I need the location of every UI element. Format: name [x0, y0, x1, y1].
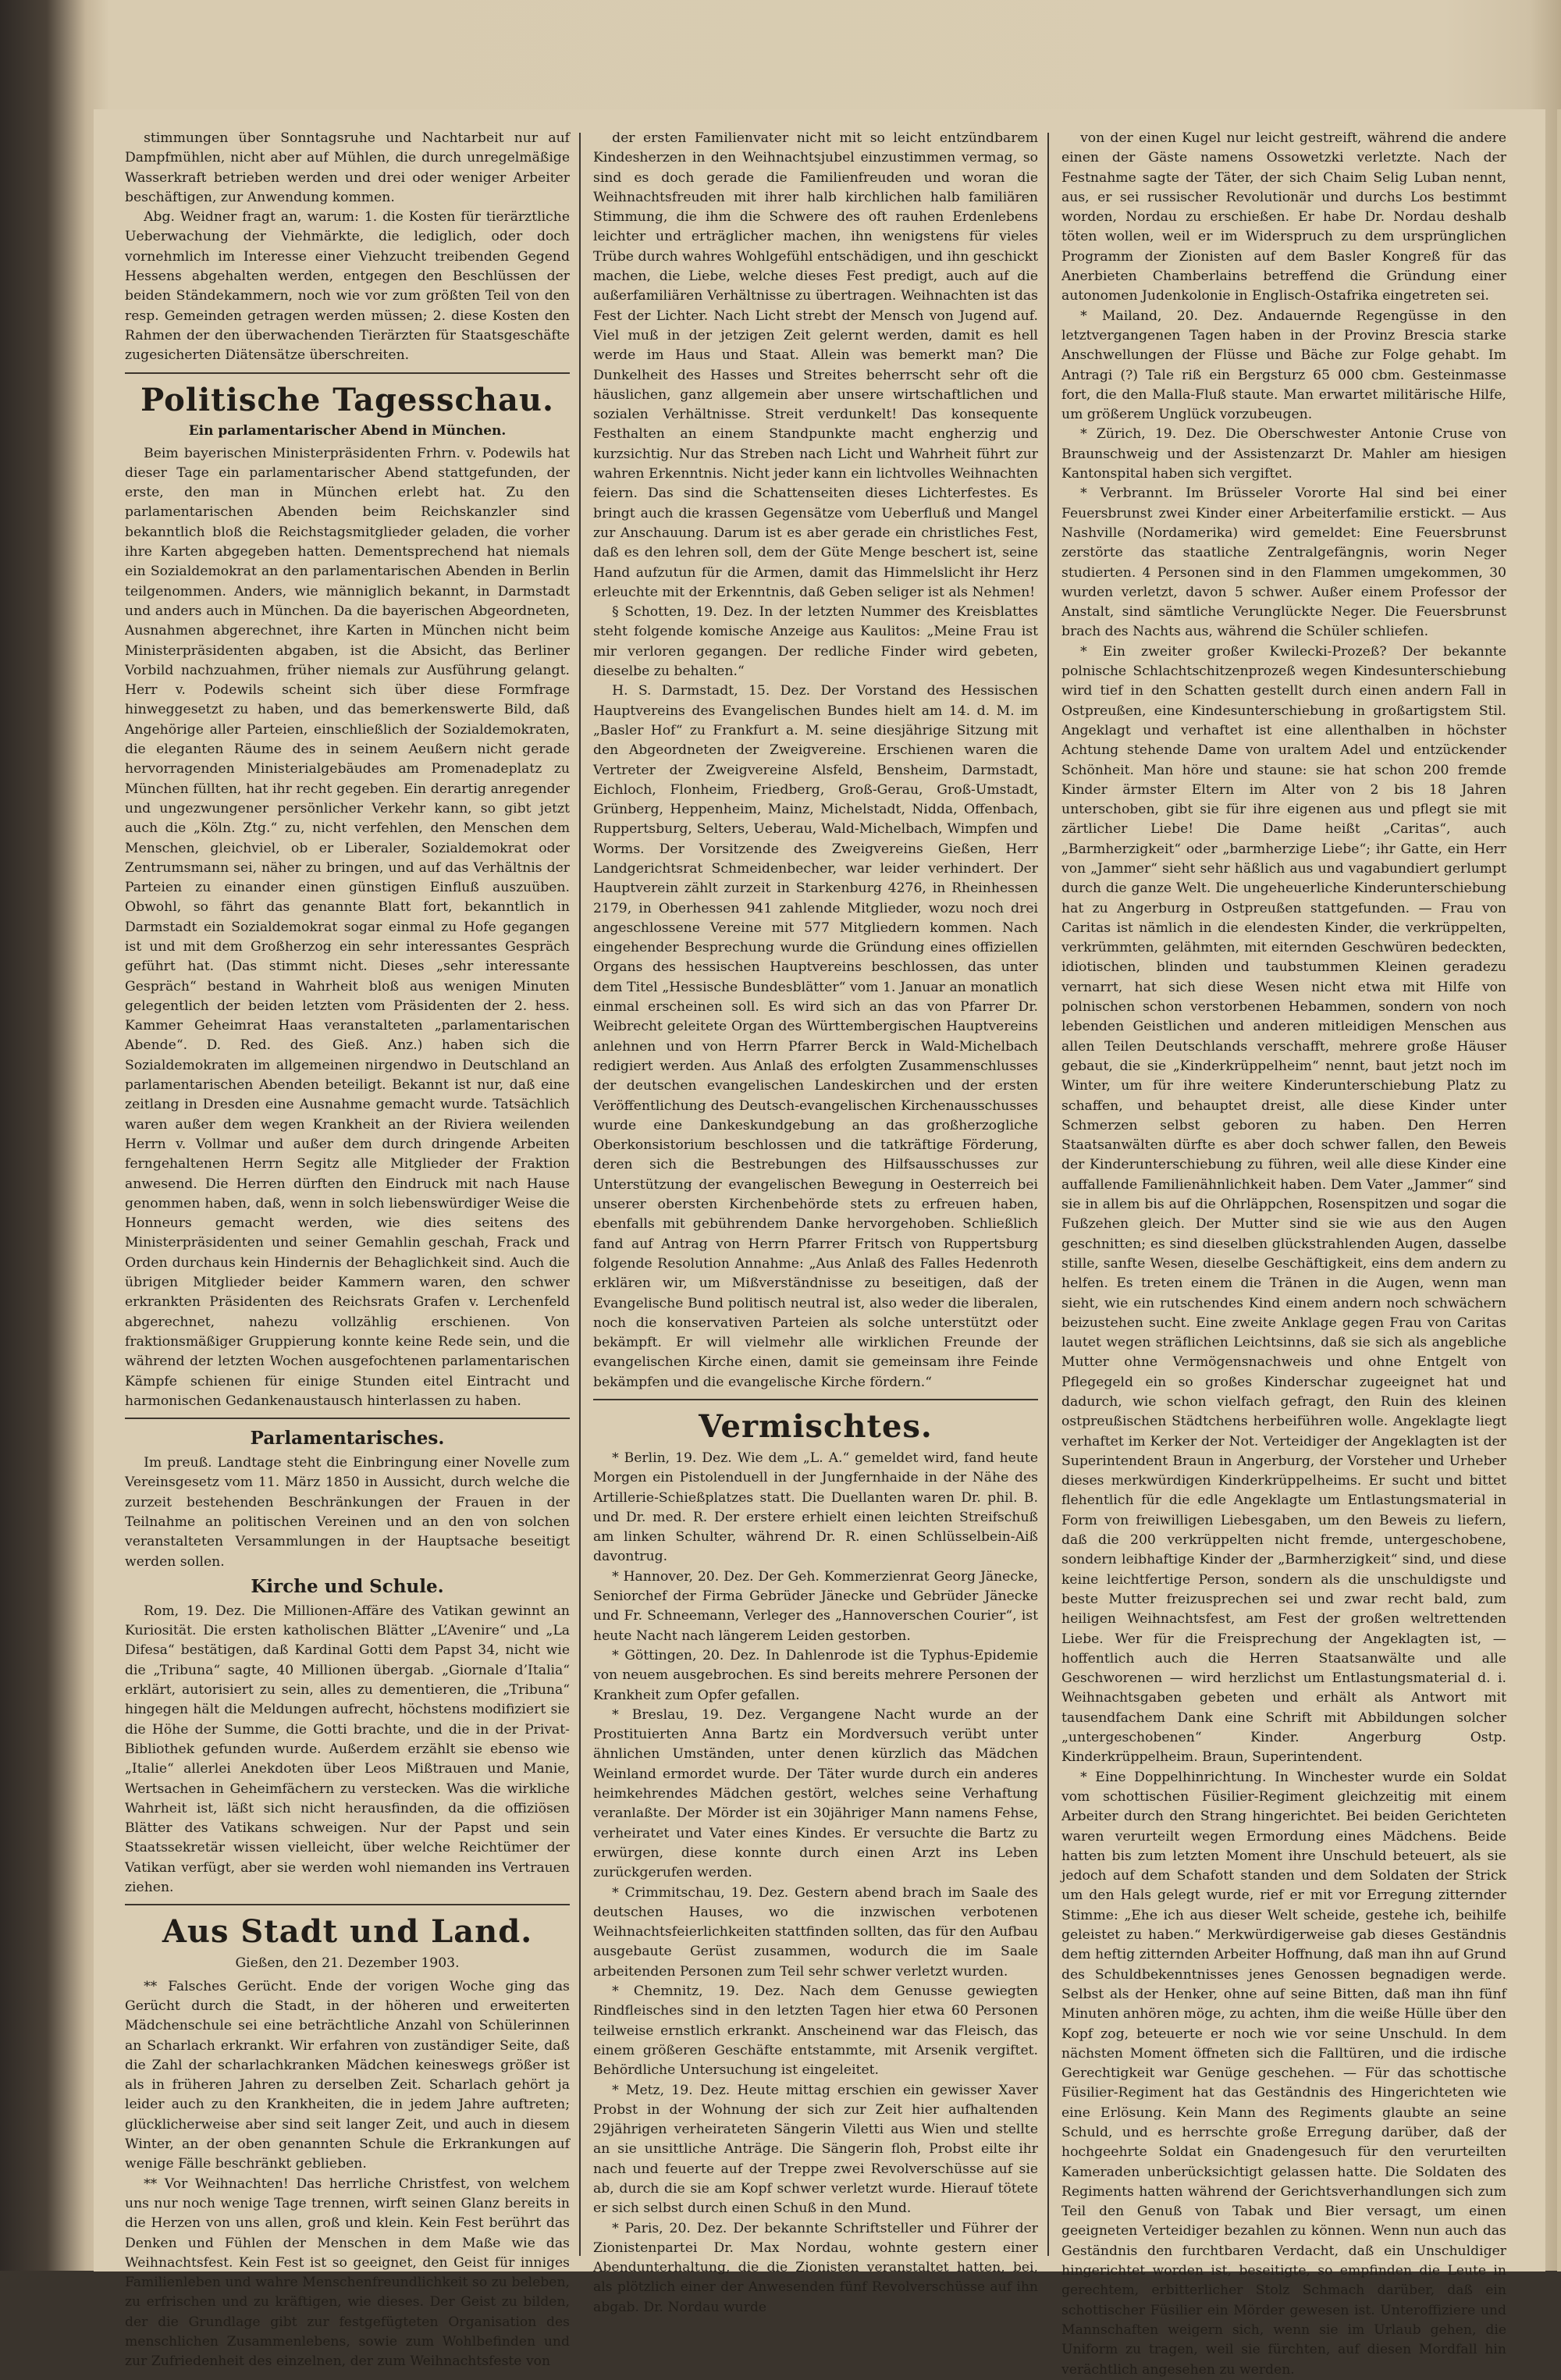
section-heading-parlament: Parlamentarisches.: [250, 1428, 445, 1450]
paragraph: Beim bayerischen Ministerpräsidenten Frhrn. v. Podewils hat dieser Tage ein parlamentarischer Abend stattgefunden, der erste, den man in München erlebt hat. Zu den parlamentarischen Abenden beim Reichskanzler sind bekanntlich bloß die Reichstagsmitglieder geladen, die vorher ihre Karten abgegeben hatten. Dementsprechend hat niemals ein Sozialdemokrat an den parlamentarischen Abenden in Berlin teilgenommen. Anders, wie männiglich bekannt, in Darmstadt und anders auch in München. Da die bayerischen Abgeordneten, Ausnahmen abgerechnet, ihre Karten in München nicht beim Ministerpräsidenten abgaben, ist die Absicht, das Berliner Vorbild nachzuahmen, früher niemals zur Ausführung gelangt. Herr v. Podewils scheint sich über diese Formfrage hinweggesetzt zu haben, und das bemerkenswerte Bild, daß Angehörige aller Parteien, einschließlich der Sozialdemokraten, die eleganten Räume des in seinem Aeußern nicht gerade hervorragenden Ministerialgebäudes am Promenadeplatz zu München füllten, hat ihr recht gegeben. Ein derartig anregender und ungezwungener persönlicher Verkehr kann, so gibt jetzt auch die „Köln. Ztg.“ zu, nicht verfehlen, den Menschen dem Menschen, gleichviel, ob er Liberaler, Sozialdemokrat oder Zentrumsmann sei, näher zu bringen, und auf das Verhältnis der Parteien zu einander einen günstigen Einfluß auszuüben. Obwohl, so fährt das genannte Blatt fort, bekanntlich in Darmstadt ein Sozialdemokrat sogar einmal zu Hofe gegangen ist und mit dem Großherzog ein sehr interessantes Gespräch geführt hat. (Das stimmt nicht. Dieses „sehr interessante Gespräch“ bestand in Wahrheit bloß aus wenigen Minuten gelegentlich der beiden letzten vom Präsidenten der 2. hess. Kammer Geheimrat Haas veranstalteten „parlamentarischen Abende“. D. Red. des Gieß. Anz.) haben sich die Sozialdemokraten im allgemeinen nirgendwo in Deutschland an parlamentarischen Abenden beteiligt. Bekannt ist nur, daß eine zeitlang in Dresden eine Ausnahme gemacht wurde. Tatsächlich waren außer dem wegen Krankheit an der Riviera weilenden Herrn v. Vollmar und außer dem durch dringende Arbeiten ferngehaltenen Herrn Segitz alle Mitglieder der Fraktion anwesend. Die Herren dürften den Eindruck mit nach Hause genommen haben, daß, wenn in solch liebenswürdiger Weise die Honneurs gemacht werden, wie dies seitens des Ministerpräsidenten und seiner Gemahlin geschah, Frack und Orden durchaus kein Hindernis der Behaglichkeit sind. Auch die übrigen Mitglieder beider Kammern waren, den schwer erkrankten Präsidenten des Reichsrats Grafen v. Lerchenfeld abgerechnet, nahezu vollzählig erschienen. Von fraktionsmäßiger Gruppierung konnte keine Rede sein, und die während der letzten Wochen ausgefochtenen parlamentarischen Kämpfe schienen für einige Stunden eitel Eintracht und harmonischen Gedankenaustausch hinterlassen zu haben.: [125, 445, 570, 1409]
paragraph: * Chemnitz, 19. Dez. Nach dem Genusse gewiegten Rindfleisches sind in den letzten Tagen hier etwa 60 Personen teilweise ernstlich erkrankt. Anscheinend war das Fleisch, das einem größeren Geschäfte entstammte, mit Arsenik vergiftet. Behördliche Untersuchung ist eingeleitet.: [593, 1983, 1038, 2079]
paragraph: * Paris, 20. Dez. Der bekannte Schriftsteller und Führer der Zionistenpartei Dr. Max Nordau, wohnte gestern einer Abendunterhaltung, die die Zionisten veranstaltet hatten, bei, als plötzlich einer der Anwesenden fünf Revolverschüsse auf ihn abgab. Dr. Nordau wurde: [593, 2220, 1038, 2315]
paragraph: * Ein zweiter großer Kwilecki-Prozeß? Der bekannte polnische Schlachtschitzenprozeß wegen Kindesunterschiebung wird tief in den Schatten gestellt durch einen andern Fall in Ostpreußen, eine Kindesunterschiebung in großartigstem Stil. Angeklagt und verhaftet ist eine allenthalben in höchster Achtung stehende Dame von uraltem Adel und entzückender Schönheit. Man höre und staune: sie hat schon 200 fremde Kinder ärmster Eltern im Alter von 2 bis 18 Jahren unterschoben, gibt sie für ihre eigenen aus und pflegt sie mit zärtlicher Liebe! Die Dame heißt „Caritas“, auch „Barmherzigkeit“ oder „barmherzige Liebe“; ihr Gatte, ein Herr von „Jammer“ sieht sehr häßlich aus und vagabundiert gerlumpt durch die ganze Welt. Die ungeheuerliche Kinderunterschiebung hat zu Angerburg in Ostpreußen stattgefunden. — Frau von Caritas ist nämlich in die elendesten Kinder, die verkrüppelten, verkrümmten, gelähmten, mit eiternden Geschwüren bedeckten, idiotischen, blinden und taubstummen Kleinen geradezu vernarrt, hat sich diese Wesen nicht etwa mit Hilfe von polnischen schon verstorbenen Hebammen, sondern von noch lebenden Geistlichen und anderen mitleidigen Menschen aus allen Teilen Deutschlands verschafft, mehrere große Häuser gebaut, die sie „Kinderkrüppelheim“ nennt, baut jetzt noch im Winter, um für ihre weitere Kinderunterschiebung Platz zu schaffen, und behauptet dreist, alle diese Kinder unter Schmerzen selbst geboren zu haben. Den Herren Staatsanwälten dürfte es aber doch schwer fallen, den Beweis der Kinderunterschiebung zu führen, weil alle diese Kinder eine auffallende Familienähnlichkeit haben. Dem Vater „Jammer“ sind sie in allem bis auf die Ohrläppchen, Rosenspitzen und sogar die Fußzehen gleich. Der Mutter sind sie wie aus den Augen geschnitten; es sind dieselben glückstrahlenden Augen, dasselbe stille, sanfte Wesen, dieselbe Geschäftigkeit, eins dem andern zu helfen. Es treten einem die Tränen in die Augen, wenn man sieht, wie ein rutschendes Kind einem andern noch schwächern beizustehen sucht. Eine zweite Anklage gegen Frau von Caritas lautet wegen sträflichen Leichtsinns, daß sie sich als angebliche Mutter ohne Vermögensnachweis und ohne Entgelt von Pflegegeld ein so großes Kinderschar zugeeignet hat und dadurch, wie schon vielfach gefragt, den Ruin des kleinen ostpreußischen Städtchens herbeiführen wolle. Angeklagte liegt verhaftet im Kerker der Not. Verteidiger der Angeklagten ist der Superintendent Braun in Angerburg, der Vorsteher und Urheber dieses merkwürdigen Kinderkrüppelheims. Er sucht und bittet flehentlich für die edle Angeklagte um Entlastungsmaterial in Form von freiwilligen Liebesgaben, um den Beweis zu liefern, daß die 200 verkrüppelten nicht fremde, untergeschobene, sondern leibhaftige Kinder der „Barmherzigkeit“ sind, und diese keine leichtfertige Person, sondern als die unschuldigste und beste Mutter freizusprechen sei und zwar recht bald, zum heiligen Weihnachtsfest, am Fest der großen weltrettenden Liebe. Wer für die Freisprechung der Angeklagten ist, — hoffentlich auch die Herren Staatsanwälte und alle Geschworenen — wird herzlichst um Entlastungsmaterial d. i. Weihnachtsgaben gebeten und erhält als Antwort mit tausendfachem Dank eine Schrift mit Abbildungen solcher „untergeschobenen“ Kinder. Angerburg Ostp. Kinderkrüppelheim. Braun, Superintendent.: [1061, 643, 1506, 1766]
paragraph: * Breslau, 19. Dez. Vergangene Nacht wurde an der Prostituierten Anna Bartz ein Mordversuch verübt unter ähnlichen Umständen, unter denen kürzlich das Mädchen Weinland ermordet wurde. Der Täter wurde durch ein anderes heimkehrendes Mädchen gestört, welches seine Verhaftung veranlaßte. Der Mörder ist ein 30jähriger Mann namens Fehse, verheiratet und Vater eines Kindes. Er versuchte die Bartz zu erwürgen, diese konnte durch einen Arzt ins Leben zurückgerufen werden.: [593, 1706, 1038, 1881]
paragraph: * Mailand, 20. Dez. Andauernde Regengüsse in den letztvergangenen Tagen haben in der Provinz Brescia starke Anschwellungen der Flüsse und Bäche zur Folge gehabt. Im Antragi (?) Tale riß ein Bergsturz 65 000 cbm. Gesteinmasse fort, die den Malla-Fluß staute. Man erwartet militärische Hilfe, um größerem Unglück vorzubeugen.: [1061, 308, 1506, 423]
newspaper-sheet: [94, 109, 1545, 2378]
paragraph: * Metz, 19. Dez. Heute mittag erschien ein gewisser Xaver Probst in der Wohnung der sich zur Zeit hier aufhaltenden 29jährigen verheirateten Sängerin Viletti aus Wien und stellte an sie unsittliche Anträge. Die Sängerin floh, Probst eilte ihr nach und feuerte auf der Treppe zwei Revolverschüsse auf sie ab, durch die sie am Kopf schwer verletzt wurde. Hierauf tötete er sich selbst durch einen Schuß in den Mund.: [593, 2082, 1038, 2217]
column-rule: [579, 133, 581, 2256]
column-rule: [1047, 133, 1049, 2256]
column-1: [125, 129, 570, 2370]
paragraph: * Verbrannt. Im Brüsseler Vororte Hal sind bei einer Feuersbrunst zwei Kinder einer Arbeiterfamilie erstickt. — Aus Nashville (Nordamerika) wird gemeldet: Eine Feuersbrunst zerstörte das staatliche Zentralgefängnis, worin Neger studierten. 4 Personen sind in den Flammen umgekommen, 30 wurden verletzt, davon 5 schwer. Außer einem Professor der Anstalt, sind sämtliche Verunglückte Neger. Die Feuersbrunst brach des Nachts aus, während die Schüler schliefen.: [1061, 486, 1506, 640]
paragraph: * Crimmitschau, 19. Dez. Gestern abend brach im Saale des deutschen Hauses, wo die inzwischen verbotenen Weihnachtsfeierlichkeiten stattfinden sollten, das für den Aufbau ausgebaute Gerüst zusammen, wodurch die im Saale arbeitenden Personen zum Teil sehr schwer verletzt wurden.: [593, 1884, 1038, 1980]
column-3: [1061, 129, 1506, 2378]
paragraph: Abg. Weidner fragt an, warum: 1. die Kosten für tierärztliche Ueberwachung der Viehmärkte, die lediglich, oder doch vornehmlich im Interesse einer Viehzucht treibenden Gegend Hessens abgehalten werden, entgegen den Beschlüssen der beiden Ständekammern, noch wie vor zum größten Teil von den resp. Gemeinden getragen werden müssen; 2. diese Kosten den Rahmen der den überwachenden Tierärzten für Staatsgeschäfte zugesicherten Diätensätze überschreiten.: [125, 209, 570, 364]
section-divider: [593, 1399, 1038, 1400]
paragraph: * Göttingen, 20. Dez. In Dahlenrode ist die Typhus-Epidemie von neuem ausgebrochen. Es sind bereits mehrere Personen der Krankheit zum Opfer gefallen.: [593, 1647, 1038, 1703]
section-subheading: Ein parlamentarischer Abend in München.: [188, 422, 507, 439]
paragraph: der ersten Familienvater nicht mit so leicht entzündbarem Kindesherzen in den Weihnachtsjubel einzustimmen vermag, so sind es doch gerade die Familienfreuden und woran die Weihnachtsfreuden mit ihrer halb kirchlichen halb familiären Stimmung, die ihm die Schwere des oft rauhen Erdenlebens leichter und erträglicher machen, ihn wenigstens für vieles Trübe durch wahres Wohlgefühl entschädigen, und ihn geschickt machen, die Liebe, welche dieses Fest predigt, auch auf die außerfamiliären Verhältnisse zu übertragen. Weihnachten ist das Fest der Lichter. Nach Licht strebt der Mensch von Jugend auf. Viel muß in der jetzigen Zeit gelernt werden, damit es hell werde im Haus und Staat. Allein was bemerkt man? Die Dunkelheit des Hasses und Streites beherrscht sehr oft die häuslichen, ganz allgemein aber unsere wirtschaftlichen und sozialen Verhältnisse. Streit verdunkelt! Das konsequente Festhalten an einem Standpunkte macht engherzig und kurzsichtig. Nur das Streben nach Licht und Wahrheit führt zur wahren Erkenntnis. Nicht jeder kann ein lichtvolles Weihnachten feiern. Das sind die Schattenseiten dieses Lichterfestes. Es bringt auch die krassen Gegensätze vom Ueberfluß und Mangel zur Anschauung. Darum ist es aber gerade ein christliches Fest, daß es den lehren soll, dem der Güte Menge beschert ist, seine Hand aufzutun für die Armen, damit das Himmelslicht ihr Herz erleuchte mit der Erkenntnis, daß Geben seliger ist als Nehmen!: [593, 130, 1038, 600]
paragraph: * Zürich, 19. Dez. Die Oberschwester Antonie Cruse von Braunschweig und der Assistenzarzt Dr. Mahler am hiesigen Kantonspital haben sich vergiftet.: [1061, 426, 1506, 482]
paragraph: * Eine Doppelhinrichtung. In Winchester wurde ein Soldat vom schottischen Füsilier-Regiment gleichzeitig mit einem Arbeiter durch den Strang hingerichtet. Bei beiden Gerichteten waren verurteilt wegen Ermordung eines Mädchens. Beide hatten bis zum letzten Moment ihre Unschuld beteuert, als sie jedoch auf dem Schafott standen und dem Soldaten der Strick um den Hals gelegt wurde, rief er mit vor Erregung zitternder Stimme: „Ehe ich aus dieser Welt scheide, gestehe ich, beihilfe geleistet zu haben.“ Merkwürdigerweise gab dieses Geständnis dem heftig zitternden Arbeiter Hoffnung, daß man ihn auf Grund des Schuldbekenntnisses jenes Genossen begnadigen werde. Selbst als der Henker, ohne auf seine Bitten, daß man ihn fünf Minuten anhören möge, zu achten, ihm die weiße Hülle über den Kopf zog, beteuerte er noch wie vor seine Unschuld. In dem nächsten Moment öffneten sich die Falltüren, und die irdische Gerechtigkeit war Genüge geschehen. — Für das schottische Füsilier-Regiment hat das Geständnis des Hingerichteten wie eine Erlösung. Kein Mann des Regiments glaubte an seine Schuld, und es herrschte große Erregung darüber, daß der hochgeehrte Soldat ein Gnadengesuch für den verurteilten Kameraden unberücksichtigt gelassen hatte. Die Soldaten des Regiments hatten während der Gerichtsverhandlungen sich zum Teil den Genuß von Tabak und Bier versagt, um einen geeigneten Verteidiger bezahlen zu können. Wenn nun auch das Geständnis den furchtbaren Verdacht, daß ein Unschuldiger hingerichtet worden ist, beseitigte, so empfinden die Leute in gerechtem, erbitterlicher Stolz Schmach darüber, daß ein schottischer Füsilier ein Mörder gewesen ist. Unteroffiziere und Mannschaften weigern sich, wenn sie im Urlaub gehen, die Uniform zu tragen, weil sie fürchten, auf diesen Mordfall hin verächtlich angesehen zu werden.: [1061, 1769, 1506, 2378]
section-heading-politik: Politische Tagesschau.: [140, 381, 554, 418]
paragraph: ** Vor Weihnachten! Das herrliche Christfest, von welchem uns nur noch wenige Tage trennen, wirft seinen Glanz bereits in die Herzen von uns allen, groß und klein. Kein Fest berührt das Denken und Fühlen der Menschen in dem Maße wie das Weihnachtsfest. Kein Fest ist so geeignet, den Geist für inniges Familienleben und wahre Menschenfreundlichkeit so zu beleben, zu erfrischen und zu kräftigen, wie dieses. Der Geist zu bilden, der die Grundlage gibt zur festgefügteten Organisation des menschlichen Zusammenlebens, sowie zum Wohlbefinden und zur Zufriedenheit des einzelnen, der zum Weihnachtsfeste von: [125, 2175, 570, 2370]
paragraph: § Schotten, 19. Dez. In der letzten Nummer des Kreisblattes steht folgende komische Anzeige aus Kaulitos: „Meine Frau ist mir verloren gegangen. Der redliche Finder wird gebeten, dieselbe zu behalten.“: [593, 604, 1038, 680]
section-heading-vermischtes: Vermischtes.: [699, 1408, 933, 1445]
paragraph: Rom, 19. Dez. Die Millionen-Affäre des Vatikan gewinnt an Kuriosität. Die ersten katholischen Blätter „L’Avenire“ und „La Difesa“ bestätigen, daß Kardinal Gotti dem Papst 34, nicht wie die „Tribuna“ sagte, 40 Millionen übergab. „Giornale d’Italia“ erklärt, autorisiert zu sein, alles zu dementieren, die „Tribuna“ hingegen hält die Meldungen aufrecht, höchstens modifiziert sie die Höhe der Summe, die Gotti brachte, und die in der Privat-Bibliothek gefunden wurde. Außerdem erzählt sie ebenso wie „Italie“ allerlei Anekdoten über Leos Mißtrauen und Manie, Wertsachen in Geheimfächern zu verstecken. Was die wirkliche Wahrheit ist, läßt sich nicht herausfinden, da die offiziösen Blätter des Vatikans schweigen. Nur der Papst und sein Staatssekretär wissen vielleicht, über welche Reichtümer der Vatikan verfügt, aber sie werden wohl niemanden ins Vertrauen ziehen.: [125, 1603, 570, 1896]
paragraph: * Hannover, 20. Dez. Der Geh. Kommerzienrat Georg Jänecke, Seniorchef der Firma Gebrüder Jänecke und Gebrüder Jänecke und Fr. Schneemann, Verleger des „Hannoverschen Courier“, ist heute Nacht nach längerem Leiden gestorben.: [593, 1568, 1038, 1644]
section-divider: [125, 1418, 570, 1419]
column-2: [593, 129, 1038, 2315]
paragraph: * Berlin, 19. Dez. Wie dem „L. A.“ gemeldet wird, fand heute Morgen ein Pistolenduell in der Jungfernhaide in der Nähe des Artillerie-Schießplatzes statt. Die Duellanten waren Dr. phil. B. und Dr. med. R. Der erstere erhielt einen leichten Streifschuß am linken Schulter, während Dr. R. einen Schlüsselbein-Aiß davontrug.: [593, 1450, 1038, 1565]
next-page-edge: [1557, 109, 1561, 2271]
paragraph: H. S. Darmstadt, 15. Dez. Der Vorstand des Hessischen Hauptvereins des Evangelischen Bundes hielt am 14. d. M. im „Basler Hof“ zu Frankfurt a. M. seine diesjährige Sitzung mit den Abgeordneten der Zweigvereine. Erschienen waren die Vertreter der Zweigvereine Alsfeld, Bensheim, Darmstadt, Eichloch, Flonheim, Friedberg, Groß-Gerau, Groß-Umstadt, Grünberg, Heppenheim, Mainz, Michelstadt, Nidda, Offenbach, Ruppertsburg, Selters, Ueberau, Wald-Michelbach, Wimpfen und Worms. Der Vorsitzende des Zweigvereins Gießen, Herr Landgerichtsrat Schmeidenbecher, war leider verhindert. Der Hauptverein zählt zurzeit in Starkenburg 4276, in Rheinhessen 2179, in Oberhessen 941 zahlende Mitglieder, wozu noch drei angeschlossene Vereine mit 577 Mitgliedern kommen. Nach eingehender Besprechung wurde die Gründung eines offiziellen Organs des hessischen Hauptvereins beschlossen, das unter dem Titel „Hessische Bundesblätter“ vom 1. Januar an monatlich einmal erscheinen soll. Es wird sich an das von Pfarrer Dr. Weibrecht geleitete Organ des Württembergischen Hauptvereins anlehnen und von Herrn Pfarrer Berck in Wald-Michelbach redigiert werden. Aus Anlaß des erfolgten Zusammenschlusses der deutschen evangelischen Landeskirchen und der ersten Veröffentlichung des Deutsch-evangelischen Kirchenausschusses wurde eine Dankeskundgebung an das großherzogliche Oberkonsistorium beschlossen und die tatkräftige Förderung, deren sich die Bestrebungen des Hilfsausschusses zur Unterstützung der evangelischen Bewegung in Oesterreich bei unserer obersten Kirchenbehörde stets zu erfreuen haben, ebenfalls mit gebührendem Danke hervorgehoben. Schließlich fand auf Antrag von Herrn Pfarrer Fritsch von Ruppertsburg folgende Resolution Annahme: „Aus Anlaß des Falles Hedenroth erklären wir, um Mißverständnisse zu beseitigen, daß der Evangelische Bund politisch neutral ist, also weder die liberalen, noch die konservativen Parteien als solche unterstützt oder bekämpft. Er will vielmehr alle wirklichen Freunde der evangelischen Kirche einen, damit sie gemeinsam ihre Feinde bekämpfen und die evangelische Kirche fördern.“: [593, 683, 1038, 1390]
paragraph: ** Falsches Gerücht. Ende der vorigen Woche ging das Gerücht durch die Stadt, in der höheren und erweiterten Mädchenschule sei eine beträchtliche Anzahl von Schülerinnen an Scharlach erkrankt. Wir erfahren von zuständiger Seite, daß die Zahl der scharlachkranken Mädchen keineswegs größer ist als in früheren Jahren zu derselben Zeit. Scharlach gehört ja leider auch zu den Krankheiten, die in jedem Jahre auftreten; glücklicherweise aber sind seit langer Zeit, und auch in diesem Winter, an der oben genannten Schule die Erkrankungen auf wenige Fälle beschränkt geblieben.: [125, 1978, 570, 2172]
section-divider: [125, 372, 570, 374]
section-heading-stadt: Aus Stadt und Land.: [162, 1913, 533, 1951]
section-divider: [125, 1904, 570, 1905]
paragraph: Im preuß. Landtage steht die Einbringung einer Novelle zum Vereinsgesetz vom 11. März 1850 in Aussicht, durch welche die zurzeit bestehenden Beschränkungen der Frauen in der Teilnahme an politischen Vereinen und an den von solchen veranstalteten Versammlungen in der Hauptsache beseitigt werden sollen.: [125, 1455, 570, 1570]
section-heading-kirche: Kirche und Schule.: [251, 1575, 444, 1597]
dateline: Gießen, den 21. Dezember 1903.: [235, 1955, 460, 1972]
paragraph: stimmungen über Sonntagsruhe und Nachtarbeit nur auf Dampfmühlen, nicht aber auf Mühlen, die durch unregelmäßige Wasserkraft betrieben werden und drei oder weniger Arbeiter beschäftigen, zur Anwendung kommen.: [125, 130, 570, 205]
paragraph: von der einen Kugel nur leicht gestreift, während die andere einen der Gäste namens Ossowetzki verletzte. Nach der Festnahme sagte der Täter, der sich Chaim Selig Luban nennt, aus, er sei russischer Revolutionär und durchs Los bestimmt worden, Nordau zu erschießen. Er habe Dr. Nordau deshalb töten wollen, weil er im Widerspruch zu dem ursprünglichen Programm der Zionisten auf dem Basler Kongreß für das Anerbieten Chamberlains betreffend die Gründung einer autonomen Judenkolonie in Englisch-Ostafrika eingetreten sei.: [1061, 130, 1506, 304]
